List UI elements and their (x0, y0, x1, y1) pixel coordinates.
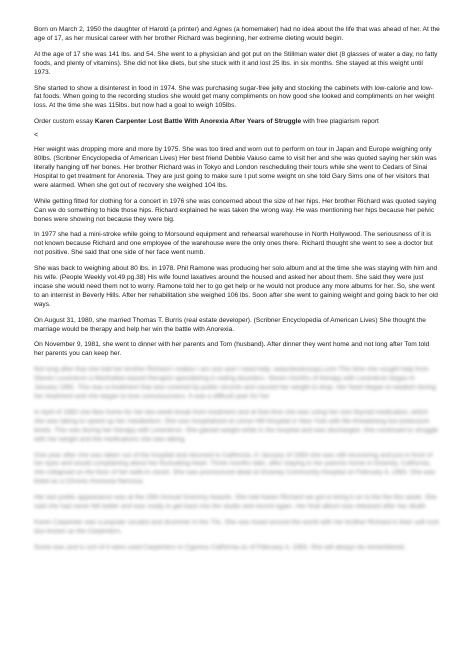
blurred-paragraph: In April of 1982 she flew home for her two-week break from treatment and at that time she was using her own thyroid medication, which she was taking to speed up her metabolism. She was hospitalized at Lenox Hill Hospital in New York with life-threatening low potassium levels. This was during her therapy with Levenkron. She gained weight while in the hospital and was discharged. She continued to struggle with her weight and the medications she was taking. (34, 408, 439, 443)
paragraph-1980: On August 31, 1980, she married Thomas T. Burris (real estate developer). (Scribner Encyclopedia of American Lives) She thought the marriage would be therapy and help her win the battle with Anorexia. (34, 316, 426, 333)
paragraph-diet: At the age of 17 she was 141 lbs. and 54. She went to a physician and got put on the Stillman water diet (8 glasses of water a day, no fatty foods, and plenty of vitamins). She did not like diets, but she stuck with it and lost 25 lbs. in six months. She stayed at this weight until 1973. (34, 50, 438, 76)
order-essay-link[interactable]: Karen Carpenter Lost Battle With Anorexia After Years of Struggle (94, 118, 302, 126)
paragraph-1981: On November 9, 1981, she went to dinner with her parents and Tom (husband). After dinner they went home and not long after Tom told her parents you can keep her. (34, 341, 430, 358)
blurred-preview-section (34, 366, 440, 552)
paragraph-1978: She was back to weighing about 80 lbs. in 1978. Phil Ramone was producing her solo album and at the time she was staying with him and his wife. (People Weekly vol.49 pg.38) His wife found laxatives around the housed and asked her about them. She said they were just incase she would need them not to worry. Ramone told her to go get help or he would not produce any more albums for her. So, she went to an internist in Beverly Hills. After her rehabilitation she weighed 106 lbs. Soon after she went to gaining weight and going back to her old ways. (34, 265, 438, 308)
paragraph-1976: While getting fitted for clothing for a concert in 1976 she was concerned about the size of her hips. Her brother Richard was quoted saying Can we do something to hide those hips. Richard explained he was taken the wrong way. He was mentioning her hips because her pelvic bones were showing not because they were big. (34, 197, 437, 223)
order-prefix: Order custom essay (34, 118, 95, 126)
blurred-paragraph: Her last public appearance was at the 25th Annual Grammy Awards. She told Karen Richard we got to bring it on to the fire this week. She said she had never felt better and was ready to get back into the studio and record again. Her final album was released after her death. (34, 494, 437, 511)
paragraph-birth: Born on March 2, 1950 the daughter of Harold (a printer) and Agnes (a homemaker) had no idea about the life that was ahead of her. At the age of 17, as her musical career with her brother Richard was beginning, her extreme dieting would begin. (34, 26, 440, 42)
paragraph-1975: Her weight was dropping more and more by 1975. She was too tired and worn out to perform on tour in Japan and Europe weighing only 80lbs. (Scribner Encyclopedia of American Lives) Her best friend Debbie Vaiuso came to visit her and she was quoted saying her skin was literally hanging off her bones. Her brother Richard was in Tokyo and London rescheduling their tours while she went to Cedars of Sinai Hospital to get treatment for Anorexia. They are just going to make sure I put some weight on she told Gary Sims one of her visitors that were alarmed. When she got out of recovery she weighed 104 lbs. (34, 146, 437, 189)
blurred-paragraph: One year after she was taken out of the hospital and returned to California, in January of 1983 she was still recovering and just in front of her eyes and would complaining about her fluctuating heart. Three months later, after staying in her parents home in Downey, California, she collapsed on the floor of her walk-in closet. She was pronounced dead at Downey Community Hospital on February 4, 1983. She was listed as a Chronic Anorexia Nervosa. (34, 451, 436, 486)
blurred-paragraph: Karen Carpenter was a popular vocalist and drummer in the 70s. She was loved around the world with her brother Richard in their soft rock duo known as the Carpenters. (34, 518, 439, 535)
paragraph-1977: In 1977 she had a mini-stroke while going to Morsound equipment and rehearsal warehouse in North Hollywood. The seriousness of it is not known because Richard and one employee of the warehouse were the only ones there. Richard thought she went to see a doctor but not positive. She said that one side of her face went numb. (34, 231, 433, 257)
paragraph-disinterest: She started to show a disinterest in food in 1974. She was purchasing sugar-free jelly and stocking the cabinets with low-calorie and low-fat foods. When going to the recording studios she would get many compliments on how good she looked and compliments on her weight loss. At the time she was 115lbs. but now had a goal to weigh 105lbs. (34, 84, 435, 110)
bottom-fade (0, 630, 474, 670)
order-essay-line (34, 118, 440, 127)
blurred-paragraph: Not long after that she told her brother Richard I realize I am sick and I need help. www.bestessays.com This time she sought help from Steven Levenkron a Manhattan-based therapist specializing in eating disorders. Seven months of therapy with Levenkron began in January 1982. This was a treatment that was covered by public records and caused her weight to drop. Her heart began to weaken during her treatment and she began to lose consciousness. It was a difficult year for her. (34, 366, 436, 400)
lt-symbol: < (34, 132, 39, 140)
blurred-paragraph: Some was and is sort of it were used Carpenters in Cypress California as of February 4, 1983. She will always be remembered. (34, 543, 406, 551)
order-suffix: with free plagiarism report (301, 118, 379, 126)
